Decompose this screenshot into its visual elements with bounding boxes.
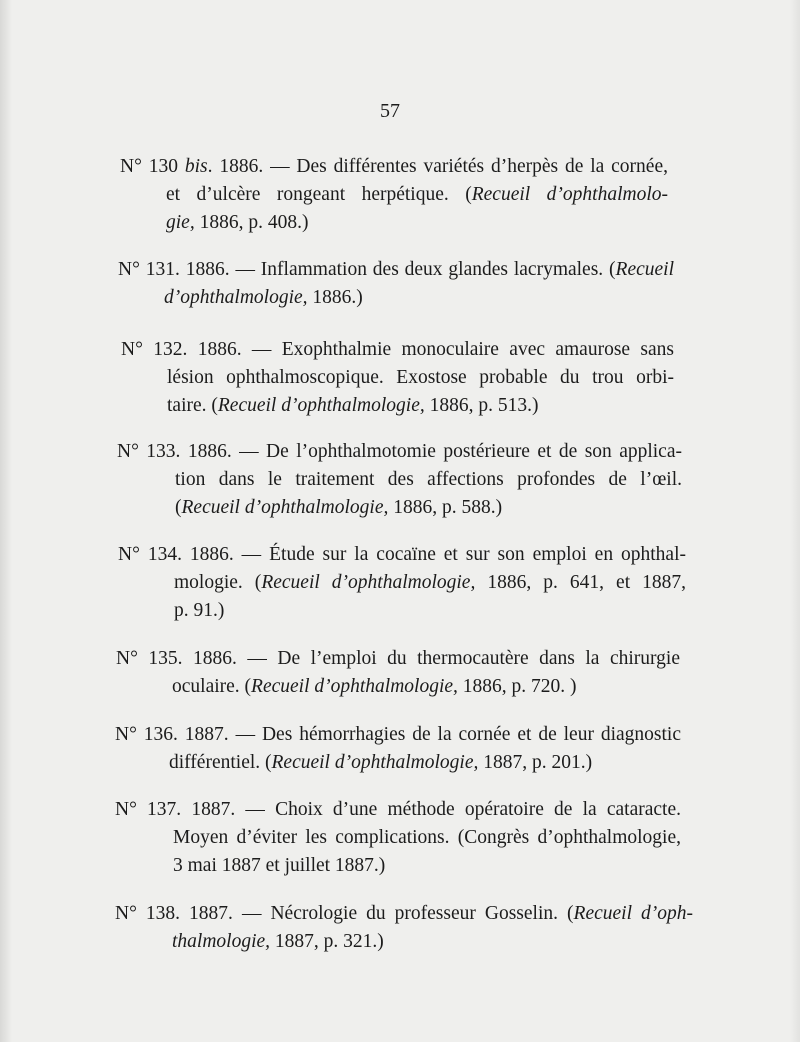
entry-line: N° 135. 1886. — De l’emploi du thermocautère dans la chirurgie xyxy=(116,648,680,669)
entry-line: différentiel. (Recueil d’ophthalmologie, 1887, p. 201.) xyxy=(169,752,593,773)
entry-line: N° 130 bis. 1886. — Des différentes variétés d’herpès de la cornée, xyxy=(120,156,668,177)
entry-131 xyxy=(118,256,674,312)
entry-line: N° 133. 1886. — De l’ophthalmotomie postérieure et de son applica- xyxy=(117,441,682,462)
entry-136 xyxy=(115,721,681,777)
entry-line: lésion ophthalmoscopique. Exostose probable du trou orbi- xyxy=(167,367,674,388)
entry-line: p. 91.) xyxy=(174,600,225,621)
entry-line: N° 137. 1887. — Choix d’une méthode opératoire de la cataracte. xyxy=(115,799,681,820)
page-edge-left xyxy=(0,0,12,1042)
entry-line: N° 136. 1887. — Des hémorrhagies de la cornée et de leur diagnostic xyxy=(115,724,681,745)
entry-line: gie, 1886, p. 408.) xyxy=(166,212,309,233)
entry-line: tion dans le traitement des affections profondes de l’œil. xyxy=(175,469,682,490)
entry-138 xyxy=(115,900,693,956)
entry-line: taire. (Recueil d’ophthalmologie, 1886, p. 513.) xyxy=(167,395,539,416)
entry-line: d’ophthalmologie, 1886.) xyxy=(164,287,363,308)
entry-133 xyxy=(117,438,682,522)
entry-line: N° 138. 1887. — Nécrologie du professeur Gosselin. (Recueil d’oph- xyxy=(115,903,694,924)
entry-line: N° 131. 1886. — Inflammation des deux glandes lacrymales. (Recueil xyxy=(118,259,674,280)
entry-line: Moyen d’éviter les complications. (Congrès d’ophthalmologie, xyxy=(173,827,681,848)
entry-line: N° 134. 1886. — Étude sur la cocaïne et sur son emploi en ophthal- xyxy=(118,544,686,565)
entry-line: (Recueil d’ophthalmologie, 1886, p. 588.) xyxy=(175,497,503,518)
entry-line: thalmologie, 1887, p. 321.) xyxy=(172,931,384,952)
entry-line: mologie. (Recueil d’ophthalmologie, 1886, p. 641, et 1887, xyxy=(174,572,687,593)
entry-137 xyxy=(115,796,681,880)
page-edge-right xyxy=(790,0,800,1042)
entry-line: et d’ulcère rongeant herpétique. (Recueil d’ophthalmolo- xyxy=(166,184,668,205)
entry-134 xyxy=(118,541,686,625)
entry-135 xyxy=(116,645,680,701)
entry-132 xyxy=(121,336,674,420)
entry-130 xyxy=(120,153,668,237)
page-number: 57 xyxy=(380,100,400,122)
entry-line: N° 132. 1886. — Exophthalmie monoculaire avec amaurose sans xyxy=(121,339,674,360)
entry-line: 3 mai 1887 et juillet 1887.) xyxy=(173,855,386,876)
entry-line: oculaire. (Recueil d’ophthalmologie, 1886, p. 720. ) xyxy=(172,676,577,697)
